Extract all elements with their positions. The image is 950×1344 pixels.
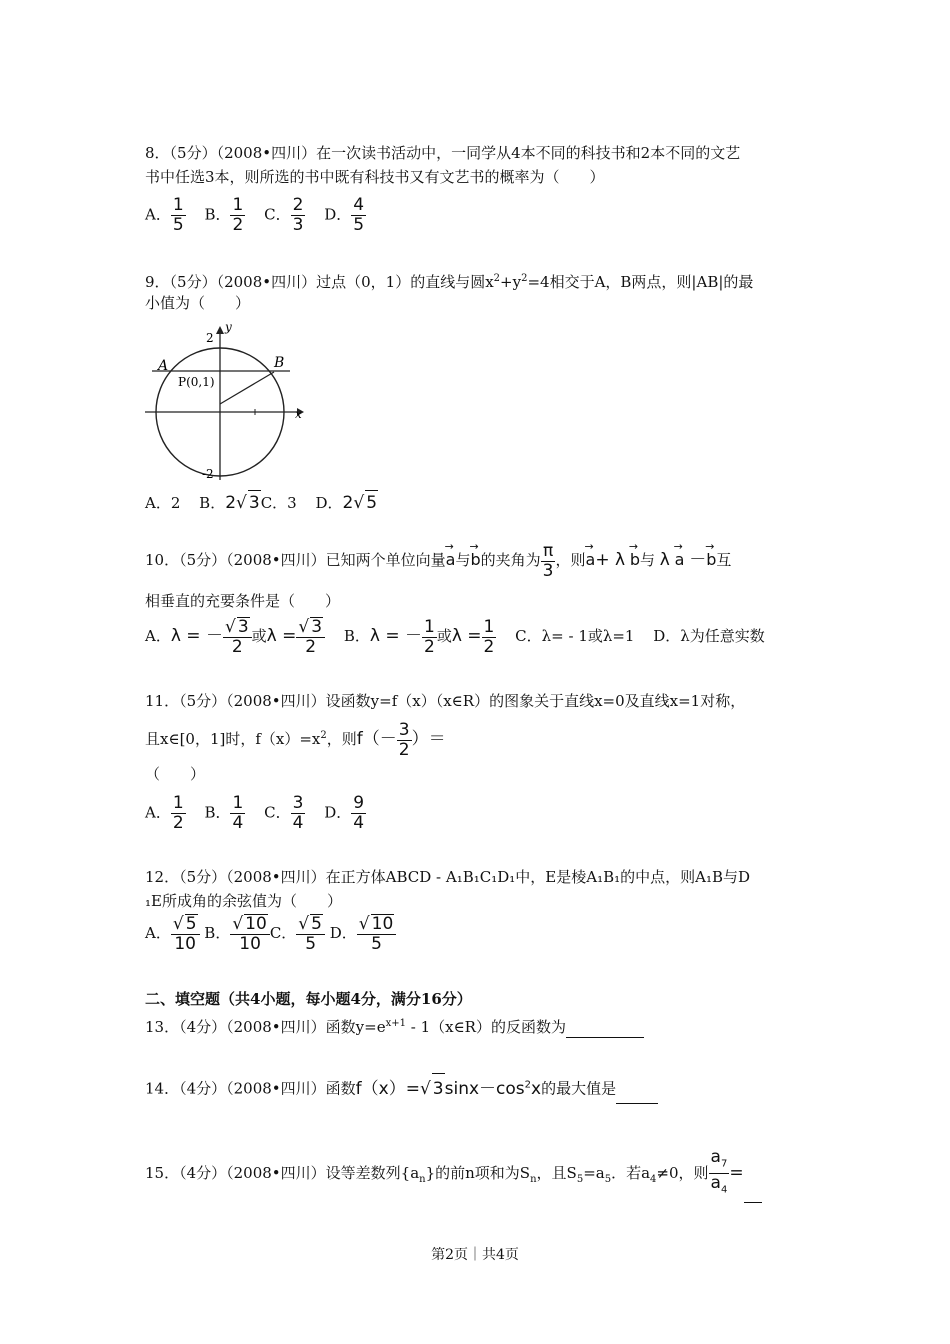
- q12-options: [145, 914, 396, 954]
- q15-answer-blank[interactable]: [744, 1186, 762, 1203]
- label-p: P(0,1): [178, 375, 215, 389]
- q12-option-c[interactable]: C． $\frac{√ 5}{5}$: [270, 924, 325, 942]
- q8-options: [145, 196, 380, 235]
- q11-option-a[interactable]: A． $\frac{1}{2}$: [145, 793, 184, 833]
- q11-option-d[interactable]: D． $\frac{9}{4}$: [324, 793, 365, 833]
- q12-option-b[interactable]: B． $\frac{√ 10}{10}$: [204, 924, 270, 942]
- q8-line2: 书中任选3本，则所选的书中既有科技书又有文艺书的概率为（ ）: [145, 168, 605, 186]
- q11-option-c[interactable]: C． $\frac{3}{4}$: [264, 793, 304, 833]
- y-arrow-icon: [216, 326, 224, 334]
- q12-option-a[interactable]: A． $\frac{√ 5}{10}$: [145, 924, 200, 942]
- label-x: x: [295, 407, 302, 421]
- q10-option-c[interactable]: C．λ= - 1或λ=1: [515, 627, 635, 645]
- q8-option-a[interactable]: A． $\frac{1}{5}$: [145, 195, 184, 235]
- label-b: B: [274, 355, 285, 371]
- q9-options: [145, 490, 392, 515]
- q11-line1: 11．（5分）（2008•四川）设函数y=f（x）（x∈R）的图象关于直线x=0及直线x=1对称，: [145, 692, 746, 710]
- q9-line2: 小值为（ ）: [145, 294, 251, 312]
- radius-ob: [220, 372, 274, 404]
- q12-option-d[interactable]: D． $\frac{√ 10}{5}$: [330, 924, 397, 942]
- section-heading: 二、填空题（共4小题，每小题4分，满分16分）: [145, 990, 472, 1008]
- q10-option-b[interactable]: B．λ = － $\frac{1}{2}$ 或λ = $\frac{1}{2}$: [343, 616, 495, 657]
- label-a: A: [158, 358, 169, 374]
- q9-option-c[interactable]: C．3: [260, 494, 297, 512]
- q9-circle-figure: [140, 318, 315, 486]
- label-y: y: [225, 320, 232, 334]
- page-footer: 第2页｜共4页: [431, 1247, 519, 1263]
- q8-option-c[interactable]: C． $\frac{2}{3}$: [264, 195, 304, 235]
- label-bottom: -2: [202, 467, 214, 481]
- q9-line1: 9．（5分）（2008•四川）过点（0，1）的直线与圆$x^2+y^2=4$相交于A，B两点，则|AB|的最: [145, 273, 754, 291]
- q9-option-a[interactable]: A．2: [145, 494, 181, 512]
- q11-options: [145, 794, 380, 833]
- q10-line1: 10．（5分）（2008•四川）已知两个单位向量→ a与→ b的夹角为 $\frac{\pi}{3}$ ，则→ a+ λ → b与 λ → a －→ b互: [145, 540, 731, 581]
- q12-line1: 12．（5分）（2008•四川）在正方体ABCD - A₁B₁C₁D₁中，E是棱A₁B₁的中点，则A₁B与D: [145, 868, 751, 886]
- q8-line1: 8．（5分）（2008•四川）在一次读书活动中，一同学从4本不同的科技书和2本不同的文艺: [145, 144, 741, 162]
- q15-line: 15．（4分）（2008•四川）设等差数列$\{a_n\}$的前n项和为$S_n$，且$S_5=a_5$．若$a_4\ne 0$，则 $\frac{a_7}{a_4}$ =: [145, 1148, 762, 1203]
- q14-answer-blank[interactable]: [616, 1087, 658, 1104]
- label-top: 2: [206, 331, 214, 345]
- q8-option-d[interactable]: D． $\frac{4}{5}$: [324, 195, 365, 235]
- q13-answer-blank[interactable]: [566, 1021, 644, 1038]
- q12-line2: ₁E所成角的余弦值为（ ）: [145, 892, 342, 910]
- q8-option-b[interactable]: B． $\frac{1}{2}$: [204, 195, 244, 235]
- q10-option-d[interactable]: D．λ为任意实数: [653, 627, 765, 645]
- q11-line2: 且x∈[0，1]时，$f(x)=x^2$，则f（－ $\frac{3}{2}$ ）＝: [145, 719, 446, 760]
- q10-line2: 相垂直的充要条件是（ ）: [145, 592, 341, 610]
- q11-option-b[interactable]: B． $\frac{1}{4}$: [204, 793, 244, 833]
- q14-line: 14．（4分）（2008•四川）函数f（x）=√ $3\sin x-\cos^2x$的最大值是: [145, 1070, 658, 1104]
- q11-line3: （ ）: [145, 765, 206, 783]
- q13-line: 13．（4分）（2008•四川）函数$y=e^{x+1}$ - 1（x∈R）的反函数为: [145, 1013, 644, 1038]
- q10-options: [145, 616, 779, 657]
- q10-option-a[interactable]: A．λ = － $\frac{√ 3}{2}$ 或λ = $\frac{√ 3}{2}$: [145, 616, 325, 657]
- q9-option-d[interactable]: D．2√ 5: [316, 490, 379, 515]
- q9-option-b[interactable]: B．2√ 3: [199, 494, 261, 512]
